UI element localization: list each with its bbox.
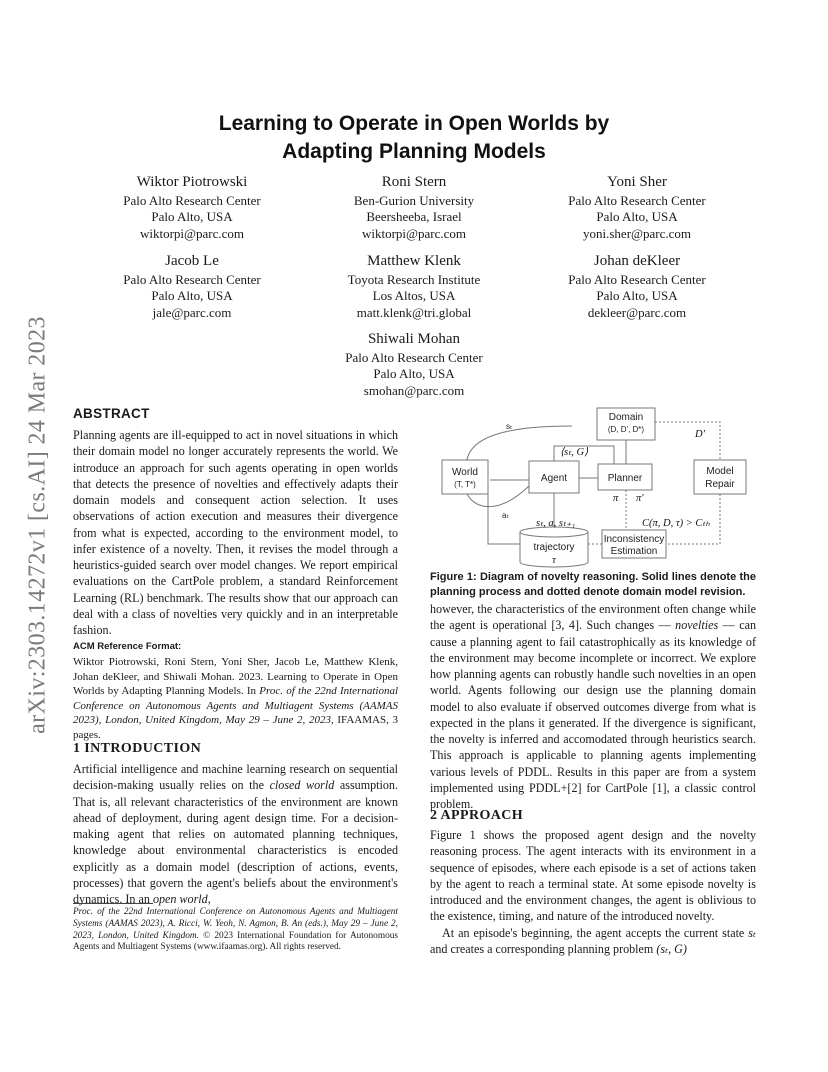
approach-heading: 2 APPROACH	[430, 808, 524, 823]
novelty-reasoning-diagram	[432, 402, 764, 570]
inconsistency-label-2: Estimation	[610, 546, 658, 557]
inconsistency-condition-label: C(π, D, τ) > Cₜₕ	[642, 518, 710, 529]
domain-sub-label: (D, D', D*)	[607, 425, 645, 434]
world-label: World	[452, 467, 478, 478]
domain-label: Domain	[608, 412, 644, 423]
author-location: Los Altos, USA	[372, 288, 456, 304]
acm-reference-heading: ACM Reference Format:	[73, 641, 182, 652]
acm-authors: Wiktor Piotrowski, Roni Stern, Yoni Sher, Jacob Le, Matthew Klenk, Johan deKleer, and Shiwali Mohan. 2023. Learning to Operate in Open Worlds by Adapting Planning Models. In	[73, 656, 398, 698]
author-name: Roni Stern	[381, 174, 447, 190]
author-email[interactable]: matt.klenk@tri.global	[356, 304, 472, 320]
footnote	[73, 907, 398, 954]
observation-label: sₜ, a, sₜ₊₁	[536, 518, 576, 529]
footnote-venue: Proc. of the 22nd International Conference on Autonomous Agents and Multiagent Systems (AAMAS 2023), A. Ricci, W. Yeoh, N. Agmon, B. An (eds.), May 29 – June 2, 2023, London, United Kingdom.	[73, 907, 398, 941]
author-location: Palo Alto, USA	[596, 288, 678, 304]
state-goal-label: ⟨sₜ, G⟩	[560, 447, 589, 458]
author-affiliation: Toyota Research Institute	[347, 272, 481, 287]
author-location: Beersheeba, Israel	[366, 209, 462, 225]
author-affiliation: Palo Alto Research Center	[568, 193, 706, 208]
intro-emphasis-open-world: open world	[152, 892, 208, 906]
intro-text-b: assumption. That is, all relevant characteristics of the environment are known ahead of deployment, during agent design time. For a decision-making agent that relies on automated planning techniques, knowledge about environmental characteristics is encoded explicitly as a domain model (description of actions, events, processes) that govern the agent's beliefs about the environment's dynamics. In an	[73, 778, 398, 906]
planner-label: Planner	[607, 473, 643, 484]
abstract-paragraph: Planning agents are ill-equipped to act in novel situations in which their domain model no longer accurately represents the world. We introduce an approach for such agents operating in open worlds that detects the presence of novelties and effectively adapts their domain models and consequent action selection. It uses observations of action execution and measures their divergence from what is expected, according to the environment model, to infer existence of a novelty. Then, it revises the model through a heuristics-guided search over model changes. We report empirical evaluations on the CartPole problem, a standard Reinforcement Learning (RL) benchmark. The results show that our approach can deal with a class of novelties very quickly and in an interpretable fashion.	[73, 428, 398, 637]
approach-text	[430, 827, 756, 957]
title-line-2: Adapting Planning Models	[282, 140, 546, 163]
acm-tail: , IFAAMAS, 3 pages.	[73, 714, 398, 741]
author-affiliation: Palo Alto Research Center	[345, 350, 483, 365]
figure-1-caption	[430, 570, 756, 600]
approach-paragraph-1: Figure 1 shows the proposed agent design and the novelty reasoning process. The agent interacts with its environment in a sequence of episodes, where each episode is a set of actions taken by the agent to reach a terminal state. At some episode novelty is introduced and the environment changes, the agent is oblivious to the existence, timing, and nature of the introduced novelty.	[430, 828, 756, 924]
author-name: Shiwali Mohan	[367, 331, 461, 347]
agent-label: Agent	[540, 473, 568, 484]
author-name: Yoni Sher	[607, 174, 667, 190]
approach-problem-symbol: (sₜ, G)	[656, 941, 687, 956]
author-block	[299, 173, 529, 242]
footnote-copyright: © 2023 International Foundation for Autonomous Agents and Multiagent Systems (www.ifaamas.org). All rights reserved.	[73, 930, 398, 953]
author-block	[522, 252, 752, 321]
paper-title	[150, 110, 678, 166]
author-email[interactable]: smohan@parc.com	[363, 382, 465, 398]
introduction-heading: 1 INTRODUCTION	[73, 741, 202, 756]
author-email[interactable]: yoni.sher@parc.com	[583, 225, 691, 241]
action-label: aₜ	[502, 511, 509, 520]
right-text-a: however, the characteristics of the environment often change while the agent is operational [3, 4]. Such changes —	[430, 602, 756, 633]
intro-emphasis-closed-world: closed world	[269, 778, 335, 793]
approach-text-b: and creates a corresponding planning problem	[430, 941, 657, 956]
author-affiliation: Ben-Gurion University	[353, 193, 475, 208]
author-location: Palo Alto, USA	[373, 366, 455, 382]
plan-pi-prime-label: π'	[636, 493, 644, 504]
state-label: sₜ	[506, 422, 513, 431]
revised-domain-label: D'	[695, 429, 705, 440]
author-email[interactable]: wiktorpi@parc.com	[139, 225, 245, 241]
acm-reference	[73, 655, 398, 743]
model-repair-label-1: Model	[706, 466, 734, 477]
figure-1-diagram	[432, 402, 764, 570]
approach-text-a: At an episode's beginning, the agent accepts the current state	[442, 925, 749, 940]
introduction-text	[73, 761, 398, 907]
author-block	[299, 252, 529, 321]
author-email[interactable]: wiktorpi@parc.com	[361, 225, 467, 241]
world-sub-label: (T, T*)	[454, 480, 476, 489]
author-name: Johan deKleer	[593, 253, 681, 269]
plan-pi-label: π	[613, 493, 619, 504]
right-emphasis-novelties: novelties	[675, 618, 719, 633]
abstract-text	[73, 427, 398, 638]
author-block	[522, 173, 752, 242]
author-block	[77, 252, 307, 321]
right-text-b: — can cause a planning agent to fail catastrophically as its knowledge of the environment may become incomplete or incorrect. We explore how planning agents can robustly handle such novelties in an open world. Agents following our design use the planning domain model to also evaluate if observed outcomes diverge from what is expected in the plans it generated. If the divergence is significant, the novelty is inferred and accomodated through heuristics search. This approach is applicable to planning agents implementing various levels of PDDL. Results in this paper are from a system implemented using PDDL+[2] for CartPole [1], a classic control problem.	[430, 618, 756, 811]
state-arrow-line	[467, 426, 572, 460]
author-affiliation: Palo Alto Research Center	[123, 193, 261, 208]
author-affiliation: Palo Alto Research Center	[568, 272, 706, 287]
author-block	[299, 330, 529, 399]
author-email[interactable]: dekleer@parc.com	[587, 304, 687, 320]
intro-text-c: ,	[207, 892, 211, 906]
author-location: Palo Alto, USA	[151, 288, 233, 304]
trajectory-symbol: τ	[552, 555, 556, 566]
author-name: Wiktor Piotrowski	[136, 174, 248, 190]
intro-text-a: Artificial intelligence and machine learning research on sequential decision-making usually relies on the	[73, 762, 398, 793]
author-location: Palo Alto, USA	[596, 209, 678, 225]
author-name: Matthew Klenk	[367, 253, 461, 269]
acm-venue: Proc. of the 22nd International Conference on Autonomous Agents and Multiagent Systems (AAMAS 2023), London, United Kingdom, May 29 – June 2, 2023	[73, 685, 398, 727]
figure-caption-text: Figure 1: Diagram of novelty reasoning. Solid lines denote the planning process and dotted denote domain model revision.	[430, 571, 756, 598]
footnote-rule	[73, 903, 153, 904]
title-line-1: Learning to Operate in Open Worlds by	[218, 112, 610, 135]
arxiv-identifier	[22, 290, 54, 760]
right-column-text	[430, 601, 756, 812]
author-name: Jacob Le	[165, 253, 219, 269]
author-location: Palo Alto, USA	[151, 209, 233, 225]
trajectory-label: trajectory	[533, 542, 575, 553]
author-affiliation: Palo Alto Research Center	[123, 272, 261, 287]
inconsistency-label-1: Inconsistency	[603, 534, 665, 545]
repair-domain-dotted-line	[655, 422, 720, 460]
model-repair-label-2: Repair	[705, 479, 735, 490]
abstract-heading: ABSTRACT	[73, 406, 150, 421]
author-email[interactable]: jale@parc.com	[152, 304, 232, 320]
author-block	[77, 173, 307, 242]
approach-state-symbol: sₜ	[748, 925, 756, 940]
arxiv-id-text: arXiv:2303.14272v1 [cs.AI] 24 Mar 2023	[24, 316, 51, 734]
